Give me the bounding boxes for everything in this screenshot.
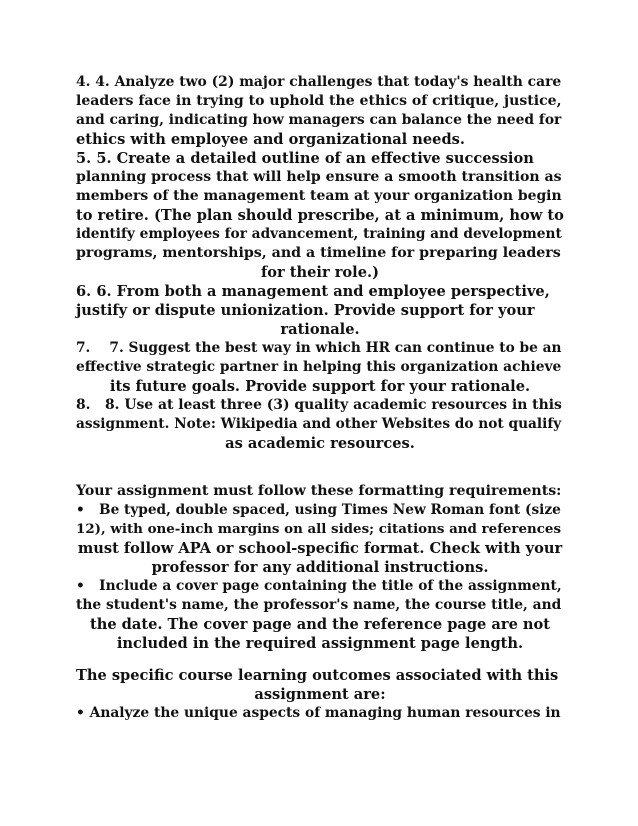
- text-line: 4. 4. Analyze two (2) major challenges that today's health care: [76, 74, 562, 90]
- text-line: • Include a cover page containing the title of the assignment,: [76, 578, 562, 594]
- text-line: and caring, indicating how managers can balance the need for: [76, 112, 562, 128]
- text-line: justify or dispute unionization. Provide support for your: [76, 302, 535, 319]
- text-line: included in the required assignment page length.: [116, 635, 524, 652]
- text-line: 12), with one-inch margins on all sides; citations and references: [76, 521, 562, 537]
- text-line: 6. 6. From both a management and employee perspective,: [76, 283, 550, 300]
- text-line: ethics with employee and organizational needs.: [76, 131, 465, 148]
- text-line: 5. 5. Create a detailed outline of an effective succession: [76, 150, 534, 167]
- text-line: to retire. (The plan should prescribe, at a minimum, how to: [76, 207, 564, 224]
- text-line: identify employees for advancement, training and development: [76, 226, 562, 242]
- text-line: for their role.): [261, 264, 379, 281]
- text-line: professor for any additional instructions.: [151, 559, 489, 576]
- text-line: rationale.: [280, 321, 360, 338]
- text-line: Your assignment must follow these formatting requirements:: [76, 483, 562, 499]
- text-line: planning process that will help ensure a smooth transition as: [76, 169, 562, 185]
- text-line: assignment. Note: Wikipedia and other Websites do not qualify: [76, 416, 562, 432]
- text-line: 8. 8. Use at least three (3) quality academic resources in this: [76, 397, 562, 413]
- text-line: assignment are:: [254, 686, 386, 703]
- text-line: The specific course learning outcomes associated with this: [76, 667, 559, 684]
- text-line: members of the management team at your organization begin: [76, 188, 562, 204]
- assignment-questions: [76, 73, 564, 453]
- text-line: as academic resources.: [225, 435, 415, 452]
- text-line: • Analyze the unique aspects of managing human resources in: [76, 705, 561, 721]
- text-line: must follow APA or school-specific format. Check with your: [77, 540, 563, 557]
- text-line: the date. The cover page and the reference page are not: [89, 616, 551, 633]
- text-line: programs, mentorships, and a timeline for preparing leaders: [76, 245, 561, 261]
- text-line: effective strategic partner in helping this organization achieve: [76, 359, 562, 375]
- text-line: its future goals. Provide support for your rationale.: [109, 378, 531, 395]
- text-line: the student's name, the professor's name, the course title, and: [76, 597, 562, 613]
- text-line: leaders face in trying to uphold the ethics of critique, justice,: [76, 93, 562, 109]
- learning-outcomes: [76, 666, 564, 723]
- text-line: 7. 7. Suggest the best way in which HR can continue to be an: [76, 340, 562, 356]
- formatting-requirements: [76, 482, 564, 653]
- text-line: • Be typed, double spaced, using Times New Roman font (size: [76, 502, 561, 518]
